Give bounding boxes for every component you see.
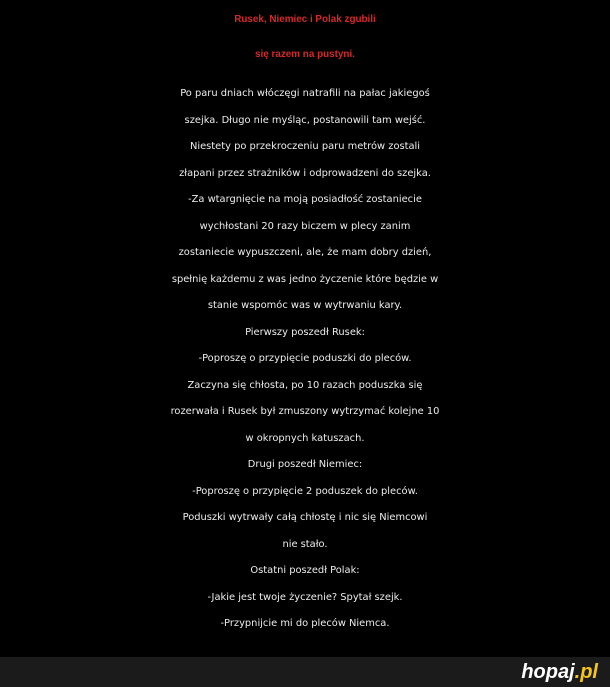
text-line: szejka. Długo nie myśląc, postanowili tam wejść. — [184, 114, 426, 126]
text-line: -Za wtargnięcie na moją posiadłość zostaniecie — [188, 194, 422, 205]
text-line: Po paru dniach włóczęgi natrafili na pałac jakiegoś — [180, 88, 430, 99]
title-line: się razem na pustyni. — [255, 49, 355, 60]
text-line: Drugi poszedł Niemiec: — [247, 459, 363, 470]
text-line: zostaniecie wypuszczeni, ale, że mam dobry dzień, — [178, 247, 432, 258]
title-line: Rusek, Niemiec i Polak zgubili — [234, 14, 376, 25]
brand-tld: .pl — [574, 661, 598, 683]
text-line: spełnię każdemu z was jedno życzenie które będzie w — [171, 273, 439, 285]
text-line: wychłostani 20 razy biczem w plecy zanim — [199, 220, 411, 232]
text-line: złapani przez strażników i odprowadzeni do szejka. — [179, 167, 431, 179]
text-line: -Jakie jest twoje życzenie? Spytał szejk. — [207, 591, 403, 603]
text-line: Niestety po przekroczeniu paru metrów zostali — [189, 141, 421, 152]
text-line: -Poproszę o przypięcie 2 poduszek do pleców. — [192, 485, 418, 497]
watermark-bar — [0, 657, 610, 687]
text-line: stanie wspomóc was w wytrwaniu kary. — [207, 300, 403, 311]
text-line: -Przypnijcie mi do pleców Niemca. — [220, 618, 390, 629]
brand-name: hopaj — [521, 661, 575, 683]
text-line: Zaczyna się chłosta, po 10 razach poduszka się — [187, 379, 423, 391]
text-line: -Poproszę o przypięcie poduszki do pleców. — [198, 353, 412, 364]
text-line: Poduszki wytrwały całą chłostę i nic się Niemcowi — [182, 512, 428, 523]
text-line: w okropnych katuszach. — [245, 432, 365, 444]
text-line: nie stało. — [282, 538, 328, 550]
text-line: Ostatni poszedł Polak: — [250, 565, 360, 576]
text-line: Pierwszy poszedł Rusek: — [245, 326, 365, 338]
joke-text — [0, 81, 610, 638]
meme-title — [0, 2, 610, 72]
hopaj-logo[interactable] — [521, 660, 598, 684]
text-line: rozerwała i Rusek był zmuszony wytrzymać kolejne 10 — [170, 406, 440, 417]
